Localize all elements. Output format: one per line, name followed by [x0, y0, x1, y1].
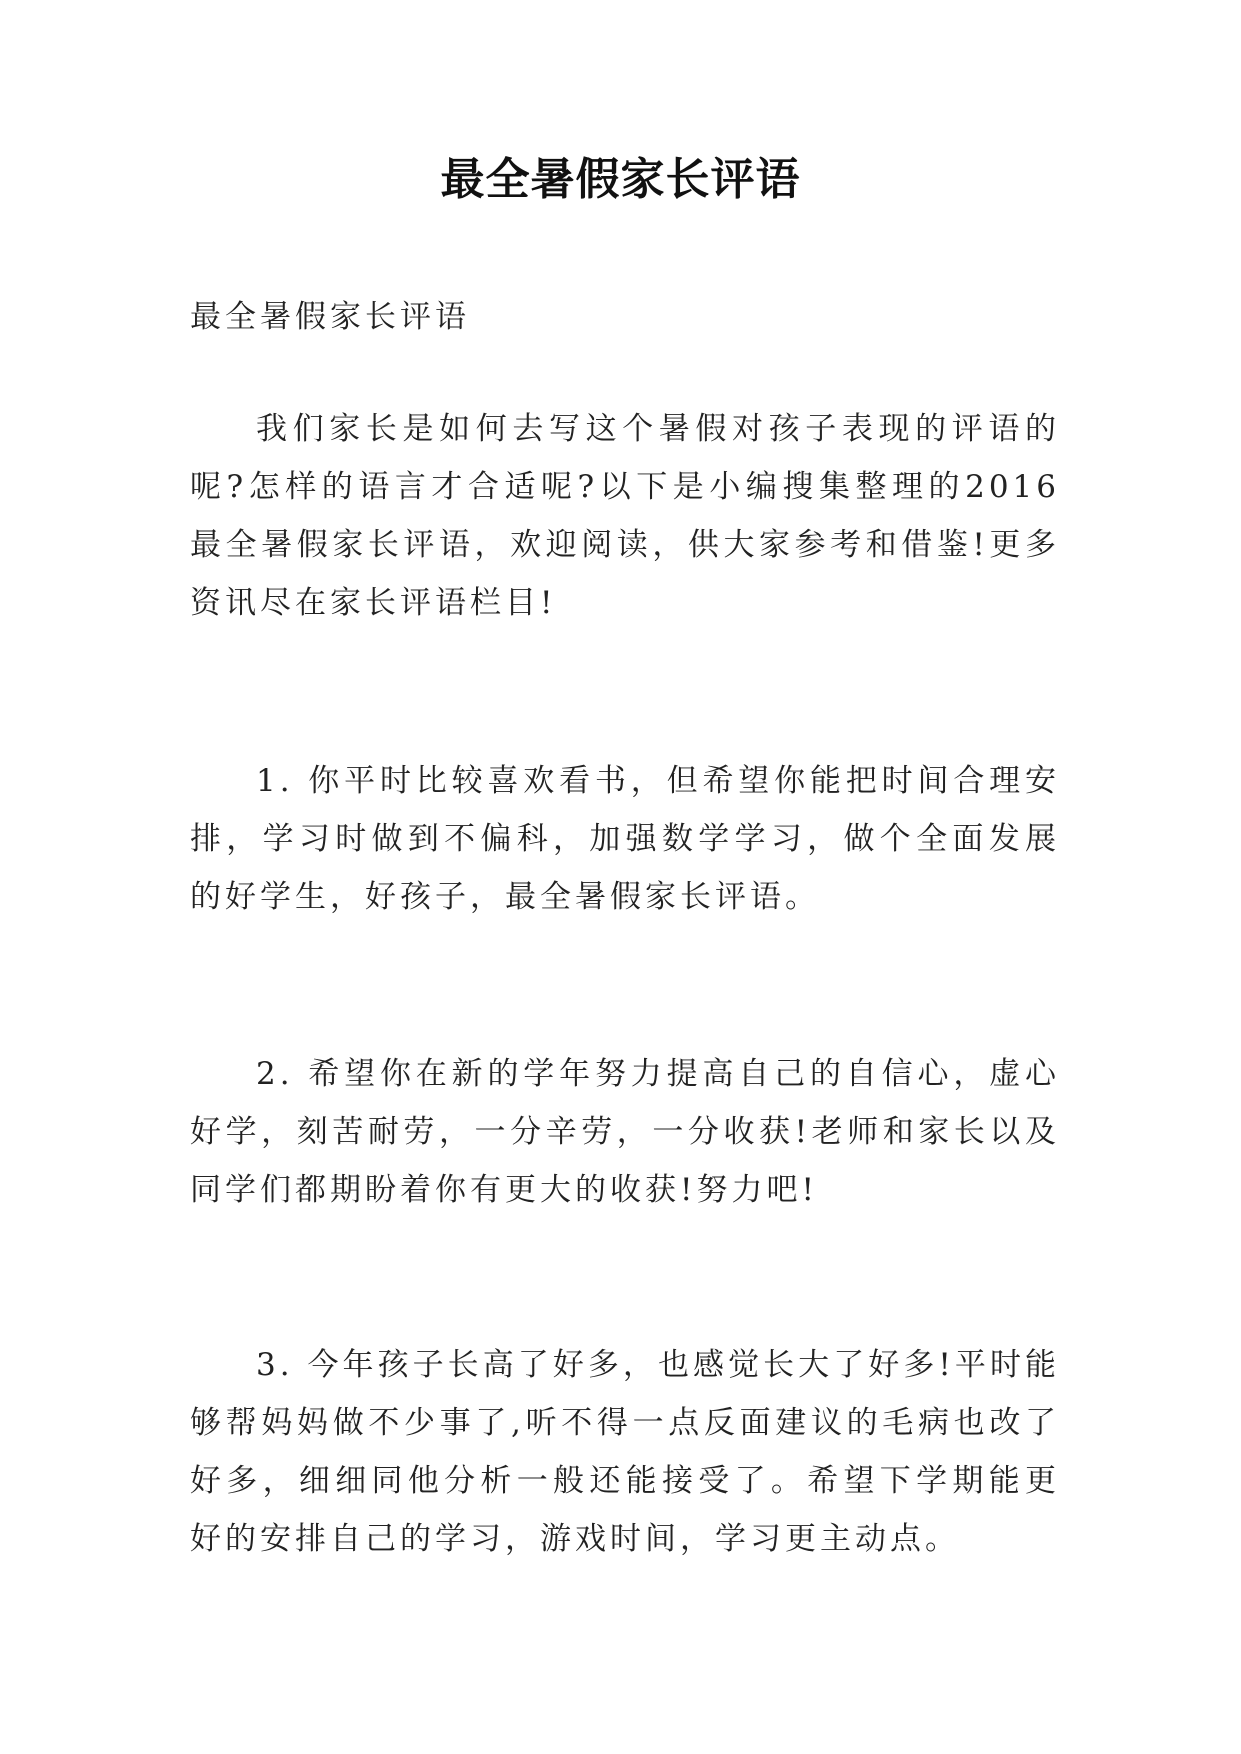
comment-item-2: 2. 希望你在新的学年努力提高自己的自信心，虚心好学，刻苦耐劳，一分辛劳，一分收获!老师和家长以及同学们都期盼着你有更大的收获!努力吧! [190, 1056, 1060, 1208]
document-subtitle: 最全暑假家长评语 [190, 299, 470, 335]
document-title: 最全暑假家长评语 [440, 154, 801, 205]
comment-item-1: 1. 你平时比较喜欢看书，但希望你能把时间合理安排，学习时做到不偏科，加强数学学习，做个全面发展的好学生，好孩子，最全暑假家长评语。 [190, 763, 1060, 915]
intro-paragraph: 我们家长是如何去写这个暑假对孩子表现的评语的呢?怎样的语言才合适呢?以下是小编搜集整理的2016最全暑假家长评语，欢迎阅读，供大家参考和借鉴!更多资讯尽在家长评语栏目! [190, 411, 1060, 621]
comment-item-3: 3. 今年孩子长高了好多，也感觉长大了好多!平时能够帮妈妈做不少事了,听不得一点反面建议的毛病也改了好多，细细同他分析一般还能接受了。希望下学期能更好的安排自己的学习，游戏时间，学习更主动点。 [190, 1347, 1060, 1557]
